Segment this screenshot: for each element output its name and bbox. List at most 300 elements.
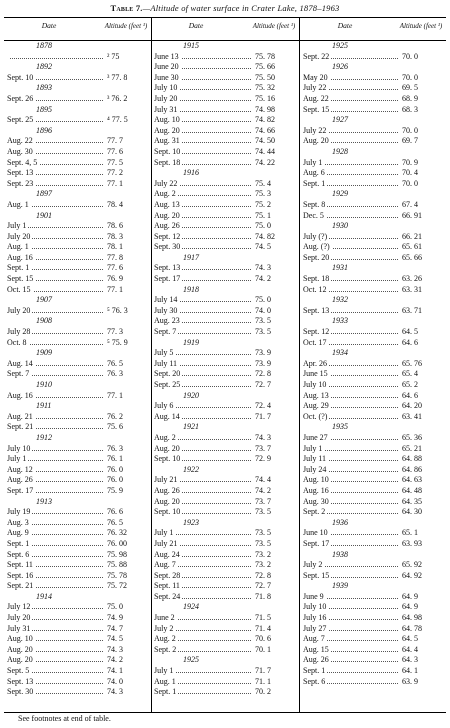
date-cell (154, 306, 179, 317)
date-cell (303, 211, 326, 222)
year-heading: 1934 (332, 348, 348, 358)
date-text: Sept. 22 (303, 51, 330, 61)
date-text: Aug. 20 (154, 496, 180, 506)
table-rows (4, 41, 151, 698)
date-cell (303, 158, 324, 169)
date-cell (303, 412, 329, 423)
date-text: Sept. 8 (303, 199, 326, 209)
date-cell (154, 497, 182, 508)
table-row (300, 645, 446, 656)
table-row (151, 348, 299, 359)
altitude-cell: 72. 8 (255, 570, 271, 580)
date-cell (303, 677, 327, 688)
date-cell (303, 94, 331, 105)
table-row (151, 454, 299, 465)
altitude-cell: 65. 76 (402, 358, 422, 368)
date-cell (154, 73, 181, 84)
table-row (300, 359, 446, 370)
year-heading: 1930 (332, 221, 348, 231)
date-text: Sept. 30 (7, 687, 34, 697)
date-text: Sept. 1 (303, 666, 326, 676)
table-row (4, 687, 151, 698)
date-cell (7, 687, 35, 698)
table-row (4, 285, 151, 296)
date-text: July 11 (303, 454, 327, 464)
altitude-cell: 74. 3 (107, 644, 123, 654)
date-header: Date (188, 21, 204, 30)
altitude-cell: 75. 0 (255, 221, 271, 231)
table-row (151, 94, 299, 105)
date-text: Aug. 14 (7, 358, 33, 368)
date-text: Sept. 15 (7, 274, 34, 284)
altitude-cell: 73. 7 (255, 443, 271, 453)
date-cell (303, 486, 331, 497)
date-text: July 11 (154, 358, 178, 368)
year-heading: 1923 (183, 517, 199, 527)
date-cell (7, 73, 35, 84)
date-cell (303, 560, 324, 571)
altitude-cell: 73. 5 (255, 507, 271, 517)
column-header (4, 18, 151, 41)
date-cell (154, 412, 182, 423)
date-text: Sept. 1 (7, 263, 30, 273)
date-text: Sept. 23 (7, 178, 34, 188)
date-text: Aug. 31 (154, 136, 180, 146)
altitude-cell: 71. 4 (255, 623, 271, 633)
table-column-3 (300, 18, 446, 712)
table-row (4, 73, 151, 84)
date-text: Sept. 10 (154, 454, 181, 464)
date-cell (7, 94, 35, 105)
year-heading: 1917 (183, 252, 199, 262)
date-cell (7, 359, 35, 370)
table-row (151, 211, 299, 222)
table-row (151, 147, 299, 158)
altitude-cell: 64. 6 (402, 390, 418, 400)
date-cell (154, 369, 182, 380)
altitude-header: Altitude (feet ¹) (104, 22, 148, 30)
date-text: Sept. 11 (154, 581, 180, 591)
table-row (4, 677, 151, 688)
date-cell (154, 83, 179, 94)
date-cell (7, 242, 31, 253)
year-heading: 1938 (332, 549, 348, 559)
table-row (300, 274, 446, 285)
date-cell (154, 380, 182, 391)
date-text: Aug. 20 (154, 443, 180, 453)
date-text: July 16 (303, 613, 327, 623)
altitude-cell: ² 75 (107, 51, 120, 61)
altitude-cell: 76. 00 (107, 538, 127, 548)
date-text: Sept. 1 (303, 178, 326, 188)
date-cell (303, 454, 328, 465)
date-text: Sept. 2 (303, 507, 326, 517)
table-row (4, 507, 151, 518)
table-row (300, 369, 446, 380)
date-text: July 20 (154, 93, 178, 103)
altitude-cell: 64. 3 (402, 655, 418, 665)
table-row (300, 444, 446, 455)
date-cell (7, 147, 35, 158)
year-heading: 1920 (183, 390, 199, 400)
date-text: June 15 (303, 369, 328, 379)
altitude-cell: 70. 0 (402, 125, 418, 135)
column-header (151, 18, 299, 41)
date-text: July 21 (154, 475, 178, 485)
year-heading: 1926 (332, 62, 348, 72)
date-text: Sept. 15 (303, 104, 330, 114)
table-row (151, 613, 299, 624)
date-cell (154, 624, 175, 635)
altitude-cell: 63. 9 (402, 676, 418, 686)
date-text: Sept. 10 (7, 72, 34, 82)
year-heading: 1927 (332, 115, 348, 125)
table-row (151, 126, 299, 137)
date-cell (7, 528, 31, 539)
altitude-cell: 73. 7 (255, 496, 271, 506)
date-cell (7, 306, 32, 317)
altitude-cell: 77. 6 (107, 146, 123, 156)
table-row (300, 168, 446, 179)
altitude-cell: 75. 78 (255, 51, 275, 61)
table-row (4, 168, 151, 179)
date-text: Sept. 7 (154, 327, 177, 337)
date-text: Sept. 20 (303, 252, 330, 262)
date-cell (154, 179, 179, 190)
date-text: July 22 (154, 178, 178, 188)
date-cell (303, 645, 331, 656)
date-text: July 10 (303, 602, 327, 612)
date-cell (7, 677, 35, 688)
date-cell (303, 666, 327, 677)
altitude-cell: 77. 7 (107, 136, 123, 146)
year-heading: 1915 (183, 41, 199, 50)
altitude-cell: 76. 32 (107, 528, 127, 538)
date-cell (7, 263, 31, 274)
date-text: July 10 (303, 380, 327, 389)
table-row (151, 221, 299, 232)
altitude-cell: 71. 1 (255, 676, 271, 686)
date-text: Aug. 29 (303, 401, 329, 411)
altitude-cell: 75. 16 (255, 93, 275, 103)
table-column-1 (4, 18, 152, 712)
date-text: Aug. 16 (303, 485, 329, 495)
date-text: Sept. 26 (7, 93, 34, 103)
altitude-cell: 74. 82 (255, 231, 275, 241)
date-cell (303, 539, 331, 550)
table-row (151, 486, 299, 497)
table-row (300, 380, 446, 391)
year-heading: 1925 (332, 41, 348, 50)
table-row (4, 242, 151, 253)
altitude-cell: 65. 21 (402, 443, 422, 453)
table-row (4, 602, 151, 613)
date-text (7, 52, 9, 61)
table-row (300, 83, 446, 94)
table-row (300, 211, 446, 222)
date-text: Sept. 6 (303, 676, 326, 686)
year-heading: 1913 (36, 496, 52, 506)
date-text: Sept. 25 (154, 380, 181, 389)
altitude-cell: 75. 32 (255, 83, 275, 93)
table-row (300, 401, 446, 412)
date-cell (7, 285, 33, 296)
altitude-cell: 68. 9 (402, 93, 418, 103)
altitude-cell: 74. 2 (255, 274, 271, 284)
date-cell (7, 518, 31, 529)
table-row (4, 52, 151, 63)
table-row (151, 666, 299, 677)
table-row (151, 306, 299, 317)
altitude-cell: 65. 1 (402, 528, 418, 538)
altitude-cell: 77. 5 (107, 157, 123, 167)
date-text: Aug. 14 (154, 411, 180, 421)
table-row (300, 497, 446, 508)
altitude-cell: 78. 3 (107, 231, 123, 241)
date-cell (303, 83, 328, 94)
date-text: Sept. 20 (154, 369, 181, 379)
date-text: Sept. 1 (154, 687, 177, 697)
date-text: Aug. 6 (303, 168, 325, 178)
date-cell (303, 592, 326, 603)
date-cell (154, 528, 175, 539)
table-row (151, 634, 299, 645)
altitude-cell: 72. 8 (255, 369, 271, 379)
date-cell (303, 200, 327, 211)
altitude-cell: 74. 22 (255, 157, 275, 167)
date-text: Sept. 4, 5 (7, 157, 38, 167)
date-cell (7, 136, 35, 147)
date-text: June 30 (154, 72, 179, 82)
table-row (151, 242, 299, 253)
table-row (300, 158, 446, 169)
altitude-cell: 76. 5 (107, 517, 123, 527)
altitude-cell: 77. 1 (107, 178, 123, 188)
altitude-cell: 71. 5 (255, 613, 271, 623)
table-row (300, 613, 446, 624)
altitude-cell: 64. 9 (402, 602, 418, 612)
date-text: Sept. 7 (7, 369, 30, 379)
table-row (300, 475, 446, 486)
date-cell (7, 666, 31, 677)
date-text: Sept. 21 (7, 581, 34, 591)
date-text: Aug. 26 (7, 475, 33, 485)
table-row (151, 412, 299, 423)
altitude-cell: 76. 0 (107, 464, 123, 474)
date-text: Sept. 17 (7, 485, 34, 495)
date-text: Sept. 24 (154, 591, 181, 601)
date-cell (303, 253, 331, 264)
date-cell (303, 465, 328, 476)
table-row (300, 412, 446, 423)
date-text: June 2 (154, 613, 175, 623)
date-text: Aug. 10 (154, 115, 180, 125)
date-cell (7, 465, 35, 476)
altitude-cell: 75. 2 (255, 199, 271, 209)
table-row (300, 560, 446, 571)
altitude-cell: 75. 72 (107, 581, 127, 591)
table-row (4, 369, 151, 380)
altitude-cell: 70. 4 (402, 168, 418, 178)
table-row (4, 454, 151, 465)
date-cell (7, 539, 31, 550)
date-cell (7, 422, 35, 433)
altitude-cell: 64. 88 (402, 454, 422, 464)
date-cell (303, 105, 331, 116)
altitude-cell: 75. 88 (107, 560, 127, 570)
table-row (4, 391, 151, 402)
table-number: Table 7. (110, 3, 143, 13)
date-text: Sept. 18 (303, 274, 330, 284)
date-text: May 20 (303, 72, 328, 82)
date-text: Dec. 5 (303, 210, 324, 220)
altitude-cell: 70. 9 (402, 157, 418, 167)
altitude-cell: 76. 3 (107, 443, 123, 453)
date-text: Sept. 13 (154, 263, 181, 273)
date-cell (154, 687, 178, 698)
date-text: Aug. 1 (7, 242, 29, 252)
date-cell (7, 168, 35, 179)
altitude-cell: 76. 3 (107, 369, 123, 379)
year-heading: 1908 (36, 316, 52, 326)
altitude-cell: 74. 3 (255, 432, 271, 442)
altitude-cell: 73. 5 (255, 327, 271, 337)
table-row (300, 242, 446, 253)
date-text: Aug. 20 (154, 210, 180, 220)
altitude-cell: 74. 3 (107, 687, 123, 697)
date-cell (7, 645, 35, 656)
altitude-cell: 70. 0 (402, 51, 418, 61)
altitude-cell: 77. 3 (107, 327, 123, 337)
altitude-cell: 63. 71 (402, 305, 422, 315)
altitude-header: Altitude (feet ¹) (252, 22, 296, 30)
altitude-cell: 69. 7 (402, 136, 418, 146)
date-cell (303, 359, 329, 370)
date-text: June 20 (154, 62, 179, 72)
table-row (4, 645, 151, 656)
date-text: Sept. 12 (154, 231, 181, 241)
date-text: Sept. 18 (154, 157, 181, 167)
date-text: Sept. 6 (7, 549, 30, 559)
table-row (151, 359, 299, 370)
table-row (300, 507, 446, 518)
date-cell (154, 295, 179, 306)
table-row (151, 369, 299, 380)
year-heading: 1897 (36, 189, 52, 199)
altitude-cell: 64. 5 (402, 634, 418, 644)
date-cell (303, 444, 324, 455)
date-cell (7, 338, 29, 349)
altitude-cell: 65. 66 (402, 252, 422, 262)
date-text: Aug. 22 (303, 93, 329, 103)
altitude-cell: 76. 2 (107, 411, 123, 421)
date-text: Oct. 15 (7, 284, 31, 294)
date-cell (303, 327, 331, 338)
altitude-header: Altitude (feet ¹) (399, 22, 443, 30)
altitude-cell: 64. 92 (402, 570, 422, 580)
date-text: Aug. 15 (303, 644, 329, 654)
table-row (4, 422, 151, 433)
date-cell (154, 158, 182, 169)
date-cell (7, 655, 35, 666)
table-row (300, 634, 446, 645)
date-text: July 20 (7, 613, 31, 623)
year-heading: 1925 (183, 655, 199, 665)
date-text: Aug. 2 (154, 189, 176, 199)
table-row (4, 571, 151, 582)
date-text: July 30 (154, 305, 178, 315)
table-row (4, 655, 151, 666)
table-row (4, 136, 151, 147)
altitude-cell: 64. 9 (402, 591, 418, 601)
table-row (300, 232, 446, 243)
altitude-cell: 72. 7 (255, 581, 271, 591)
year-heading: 1921 (183, 422, 199, 432)
altitude-cell: 70. 0 (402, 72, 418, 82)
table-row (4, 613, 151, 624)
date-text: Aug. 2 (154, 432, 176, 442)
date-text: July 10 (154, 83, 178, 93)
altitude-cell: 75. 1 (255, 210, 271, 220)
date-cell (154, 316, 182, 327)
table-row (4, 444, 151, 455)
date-text: Sept. 30 (154, 242, 181, 252)
table-row (151, 263, 299, 274)
altitude-cell: 64. 20 (402, 401, 422, 411)
date-header: Date (337, 21, 353, 30)
date-text: July 20 (7, 231, 31, 241)
table-row (300, 571, 446, 582)
date-cell (7, 634, 35, 645)
date-cell (303, 391, 331, 402)
altitude-cell: 64. 30 (402, 507, 422, 517)
year-heading: 1911 (36, 401, 52, 411)
date-cell (303, 634, 327, 645)
date-cell (154, 581, 182, 592)
date-text: Aug. 30 (7, 146, 33, 156)
altitude-cell: 74. 7 (107, 623, 123, 633)
altitude-cell: 73. 5 (255, 538, 271, 548)
date-cell (154, 486, 182, 497)
table-row (151, 136, 299, 147)
table-row (300, 285, 446, 296)
date-cell (7, 412, 35, 423)
date-text: Aug. 20 (7, 644, 33, 654)
date-cell (303, 528, 330, 539)
date-cell (154, 52, 181, 63)
altitude-cell: 75. 3 (255, 189, 271, 199)
date-text: Sept. 25 (7, 115, 34, 125)
date-text: July 31 (7, 623, 31, 633)
date-text: Sept. 28 (154, 570, 181, 580)
date-cell (7, 550, 31, 561)
year-heading: 1929 (332, 189, 348, 199)
date-text: Sept. 13 (7, 676, 34, 686)
altitude-cell: 74. 66 (255, 125, 275, 135)
altitude-cell: 65. 4 (402, 369, 418, 379)
date-text: July 28 (7, 327, 31, 337)
altitude-cell: 75. 50 (255, 72, 275, 82)
table-row (151, 274, 299, 285)
date-cell (154, 62, 181, 73)
table-row (4, 221, 151, 232)
date-text: July 20 (7, 305, 31, 315)
date-text: Aug. 2 (154, 634, 176, 644)
date-cell (303, 655, 331, 666)
altitude-cell: 63. 26 (402, 274, 422, 284)
year-heading: 1936 (332, 517, 348, 527)
table-row (4, 539, 151, 550)
